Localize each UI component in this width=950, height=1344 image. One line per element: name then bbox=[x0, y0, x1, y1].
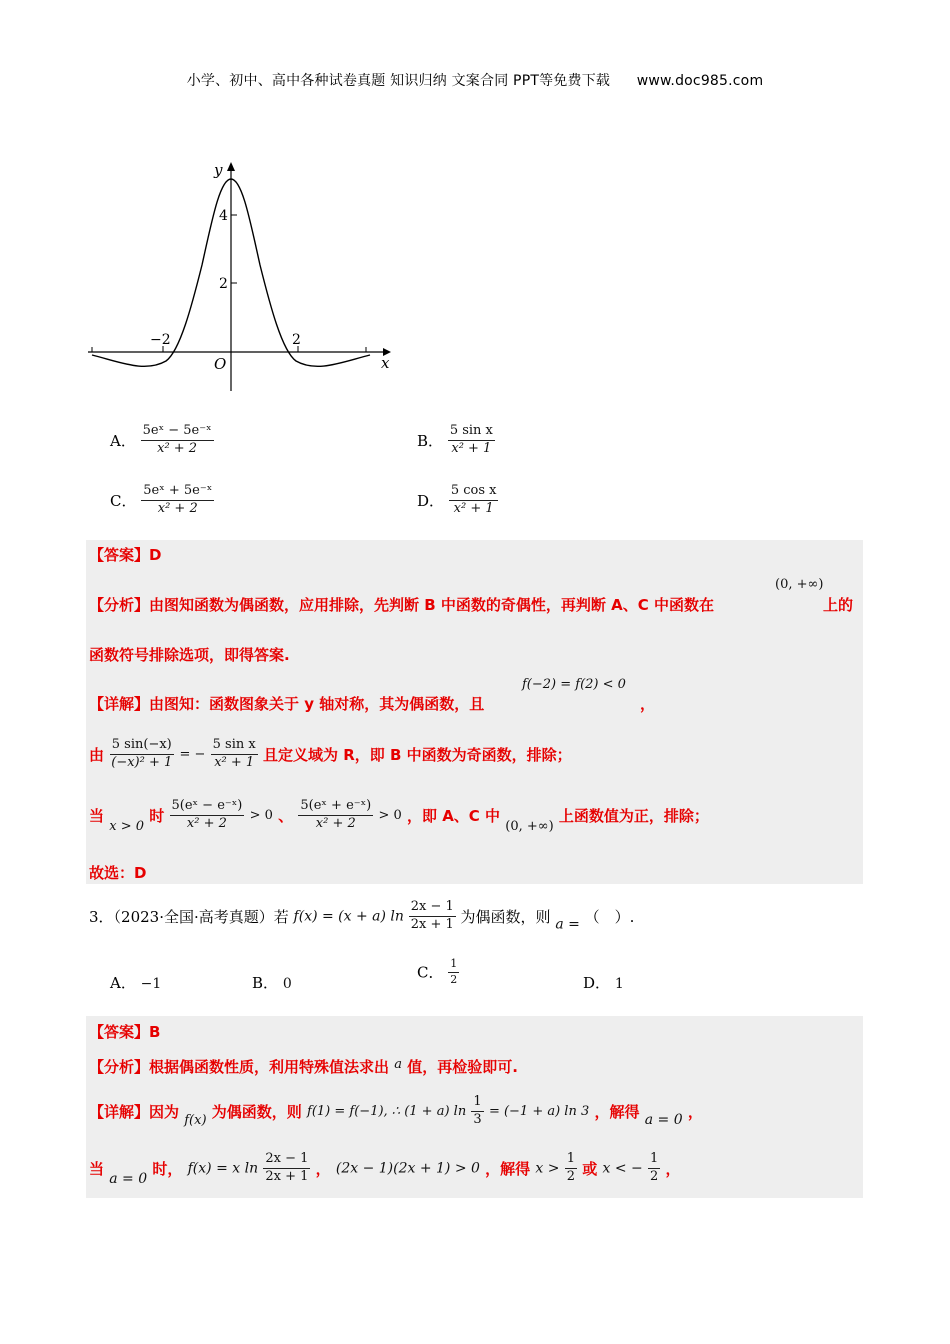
frac-numerator: 5(eˣ + e⁻ˣ) bbox=[298, 799, 373, 816]
q3-stem bbox=[89, 900, 634, 933]
y-axis-arrow-icon bbox=[227, 162, 235, 171]
option-c[interactable] bbox=[110, 484, 214, 517]
q3-line2-c: ， bbox=[315, 1159, 331, 1178]
q3-line2-math2: (2x − 1)(2x + 1) > 0 bbox=[335, 1160, 480, 1177]
q3-detail-math2: = (−1 + a) ln 3 bbox=[488, 1103, 590, 1119]
page-header bbox=[0, 70, 950, 90]
frac-numerator: 1 bbox=[448, 958, 459, 973]
q2-detail-line2-pre: 由 bbox=[89, 745, 105, 764]
q3-line2-or: 或 bbox=[582, 1159, 598, 1178]
q3-option-c[interactable] bbox=[417, 958, 459, 986]
q2-analysis-text: 【分析】由图知函数为偶函数，应用排除，先判断 B 中函数的奇偶性，再判断 A、C 中函数在 bbox=[89, 596, 714, 614]
q2-detail-line2 bbox=[89, 738, 572, 771]
q2-choose: 故选：D bbox=[89, 864, 147, 882]
frac-numerator: 5(eˣ − e⁻ˣ) bbox=[170, 799, 245, 816]
x-tick-label-neg2: −2 bbox=[150, 332, 171, 348]
q3-option-a[interactable] bbox=[110, 972, 161, 993]
q3-stem-a: 3．（2023·全国·高考真题）若 bbox=[89, 907, 289, 926]
option-d[interactable] bbox=[417, 484, 498, 517]
frac-numerator: 5 sin(−x) bbox=[110, 738, 174, 755]
q2-detail-line1: 【详解】由图知：函数图象关于 y 轴对称，其为偶函数，且 bbox=[89, 695, 485, 713]
q3-detail-math1: f(1) = f(−1), ∴ (1 + a) ln bbox=[307, 1103, 467, 1119]
q2-answer: 【答案】D bbox=[89, 546, 162, 564]
frac-denominator: x² + 1 bbox=[214, 754, 255, 770]
q2-detail-line3-when: 时 bbox=[149, 806, 165, 825]
q3-analysis bbox=[89, 1056, 518, 1077]
q3-option-c-frac bbox=[448, 958, 459, 986]
q2-analysis-line2: 函数符号排除选项，即得答案. bbox=[89, 646, 290, 664]
q2-detail-line3-interval: (0, +∞) bbox=[505, 818, 554, 834]
header-site-link[interactable]: www.doc985.com bbox=[636, 73, 764, 89]
q2-detail-line3-sep: 、 bbox=[278, 806, 294, 825]
option-a-denominator: x² + 2 bbox=[157, 440, 198, 456]
q2-detail-line2-frac1 bbox=[109, 738, 174, 771]
q3-detail-b: 为偶函数，则 bbox=[211, 1102, 302, 1121]
q3-detail-frac bbox=[471, 1095, 483, 1128]
q3-analysis-b: 值，再检验即可. bbox=[407, 1058, 518, 1076]
q3-stem-b: 为偶函数，则 bbox=[460, 907, 551, 926]
q3-line2-math: f(x) = x ln bbox=[187, 1160, 259, 1177]
q2-detail-line3 bbox=[89, 799, 709, 834]
option-c-numerator: 5eˣ + 5e⁻ˣ bbox=[141, 484, 214, 501]
frac-denominator: 2x + 1 bbox=[265, 1168, 309, 1184]
option-d-formula bbox=[449, 484, 499, 517]
q3-detail-c: ，解得 bbox=[594, 1102, 640, 1121]
q3-line2-frac2 bbox=[648, 1152, 660, 1185]
option-a-label: A． bbox=[110, 431, 136, 450]
option-b[interactable] bbox=[417, 424, 495, 457]
frac-numerator: 2x − 1 bbox=[409, 900, 456, 917]
option-a[interactable] bbox=[110, 424, 214, 457]
q2-detail-line2-frac2 bbox=[211, 738, 258, 771]
q3-analysis-a: 【分析】根据偶函数性质，利用特殊值法求出 bbox=[89, 1058, 390, 1076]
option-b-formula bbox=[448, 424, 495, 457]
q3-detail-d: ， bbox=[687, 1102, 703, 1121]
q3-option-a-label: A． bbox=[110, 974, 136, 992]
frac-denominator: 2 bbox=[566, 1168, 576, 1184]
q2-detail-line2-eq: = − bbox=[179, 746, 206, 762]
q3-line2-e: ， bbox=[665, 1159, 681, 1178]
q3-option-b-label: B． bbox=[252, 974, 279, 992]
option-c-denominator: x² + 2 bbox=[157, 500, 198, 516]
q3-detail-a: 【详解】因为 bbox=[89, 1102, 180, 1121]
q3-answer: 【答案】B bbox=[89, 1023, 161, 1041]
option-a-formula bbox=[141, 424, 214, 457]
q2-detail-line1-math: f(−2) = f(2) < 0 bbox=[522, 677, 626, 692]
q3-option-c-label: C． bbox=[417, 963, 444, 982]
origin-label: O bbox=[214, 355, 227, 373]
q3-stem-c: （ ）. bbox=[584, 907, 635, 926]
q3-option-b[interactable] bbox=[252, 972, 292, 993]
header-text: 小学、初中、高中各种试卷真题 知识归纳 文案合同 PPT等免费下载 bbox=[186, 73, 611, 89]
q2-detail-line2-post: 且定义域为 R，即 B 中函数为奇函数，排除； bbox=[262, 745, 572, 764]
q2-analysis-line1-end: 上的 bbox=[823, 596, 854, 614]
q3-detail-fx: f(x) bbox=[184, 1112, 207, 1128]
q3-line2-cond: a = 0 bbox=[109, 1170, 148, 1187]
option-d-denominator: x² + 1 bbox=[453, 500, 494, 516]
function-graph bbox=[80, 155, 400, 400]
q3-line2-b: 时， bbox=[152, 1159, 183, 1178]
option-c-formula bbox=[141, 484, 214, 517]
q3-detail-line1 bbox=[89, 1095, 703, 1128]
q3-analysis-var: a bbox=[394, 1057, 403, 1072]
q2-detail-line3-cond: x > 0 bbox=[109, 818, 145, 834]
q2-detail-line3-pre: 当 bbox=[89, 806, 105, 825]
q3-line2-d: ，解得 bbox=[485, 1159, 531, 1178]
frac-numerator: 5 sin x bbox=[211, 738, 258, 755]
option-d-label: D． bbox=[417, 491, 445, 510]
q2-detail-line3-frac2 bbox=[298, 799, 373, 832]
frac-denominator: 3 bbox=[473, 1111, 482, 1127]
q2-detail-line3-post-a: ，即 A、C 中 bbox=[406, 806, 501, 825]
q3-line2-frac bbox=[263, 1152, 310, 1185]
q3-line2-x1: x > bbox=[535, 1160, 560, 1177]
y-tick-label-4: 4 bbox=[219, 208, 228, 224]
q3-stem-frac bbox=[409, 900, 456, 933]
q3-line2-x2: x < − bbox=[602, 1160, 643, 1177]
q3-stem-math: f(x) = (x + a) ln bbox=[293, 908, 404, 925]
q2-analysis-line1 bbox=[89, 594, 714, 615]
frac-denominator: x² + 2 bbox=[315, 815, 356, 831]
q3-option-d-value: 1 bbox=[614, 976, 624, 992]
q2-detail-line1-end: ， bbox=[640, 695, 656, 713]
q3-detail-line2 bbox=[89, 1152, 681, 1187]
frac-numerator: 1 bbox=[471, 1095, 483, 1112]
q2-detail-line3-frac1 bbox=[170, 799, 245, 832]
y-tick-label-2: 2 bbox=[219, 276, 228, 292]
q2-analysis-interval: (0, +∞) bbox=[775, 577, 824, 592]
frac-denominator: 2x + 1 bbox=[410, 916, 454, 932]
q3-line2-a: 当 bbox=[89, 1159, 105, 1178]
frac-numerator: 1 bbox=[648, 1152, 660, 1169]
option-c-label: C． bbox=[110, 491, 137, 510]
option-b-denominator: x² + 1 bbox=[451, 440, 492, 456]
frac-numerator: 2x − 1 bbox=[263, 1152, 310, 1169]
q3-detail-res: a = 0 bbox=[644, 1111, 683, 1128]
x-tick-label-2: 2 bbox=[292, 332, 301, 348]
x-axis-label: x bbox=[381, 354, 390, 372]
q2-detail-line3-post-b: 上函数值为正，排除； bbox=[558, 806, 709, 825]
option-b-numerator: 5 sin x bbox=[448, 424, 495, 441]
frac-denominator: (−x)² + 1 bbox=[111, 754, 173, 770]
option-b-label: B． bbox=[417, 431, 444, 450]
q3-line2-frac1 bbox=[565, 1152, 577, 1185]
q2-detail-line3-gt2: > 0 bbox=[378, 807, 402, 823]
q2-detail-line3-gt: > 0 bbox=[249, 807, 273, 823]
option-a-numerator: 5eˣ − 5e⁻ˣ bbox=[141, 424, 214, 441]
q3-stem-a-eq: a = bbox=[555, 916, 580, 933]
y-axis-label: y bbox=[214, 161, 223, 179]
q3-option-d[interactable] bbox=[583, 972, 624, 993]
frac-denominator: x² + 2 bbox=[186, 815, 227, 831]
frac-numerator: 1 bbox=[565, 1152, 577, 1169]
frac-denominator: 2 bbox=[450, 972, 458, 986]
q3-option-b-value: 0 bbox=[282, 976, 292, 992]
q3-option-d-label: D． bbox=[583, 974, 611, 992]
frac-denominator: 2 bbox=[650, 1168, 659, 1184]
option-d-numerator: 5 cos x bbox=[449, 484, 499, 501]
q3-option-a-value: −1 bbox=[140, 976, 162, 992]
